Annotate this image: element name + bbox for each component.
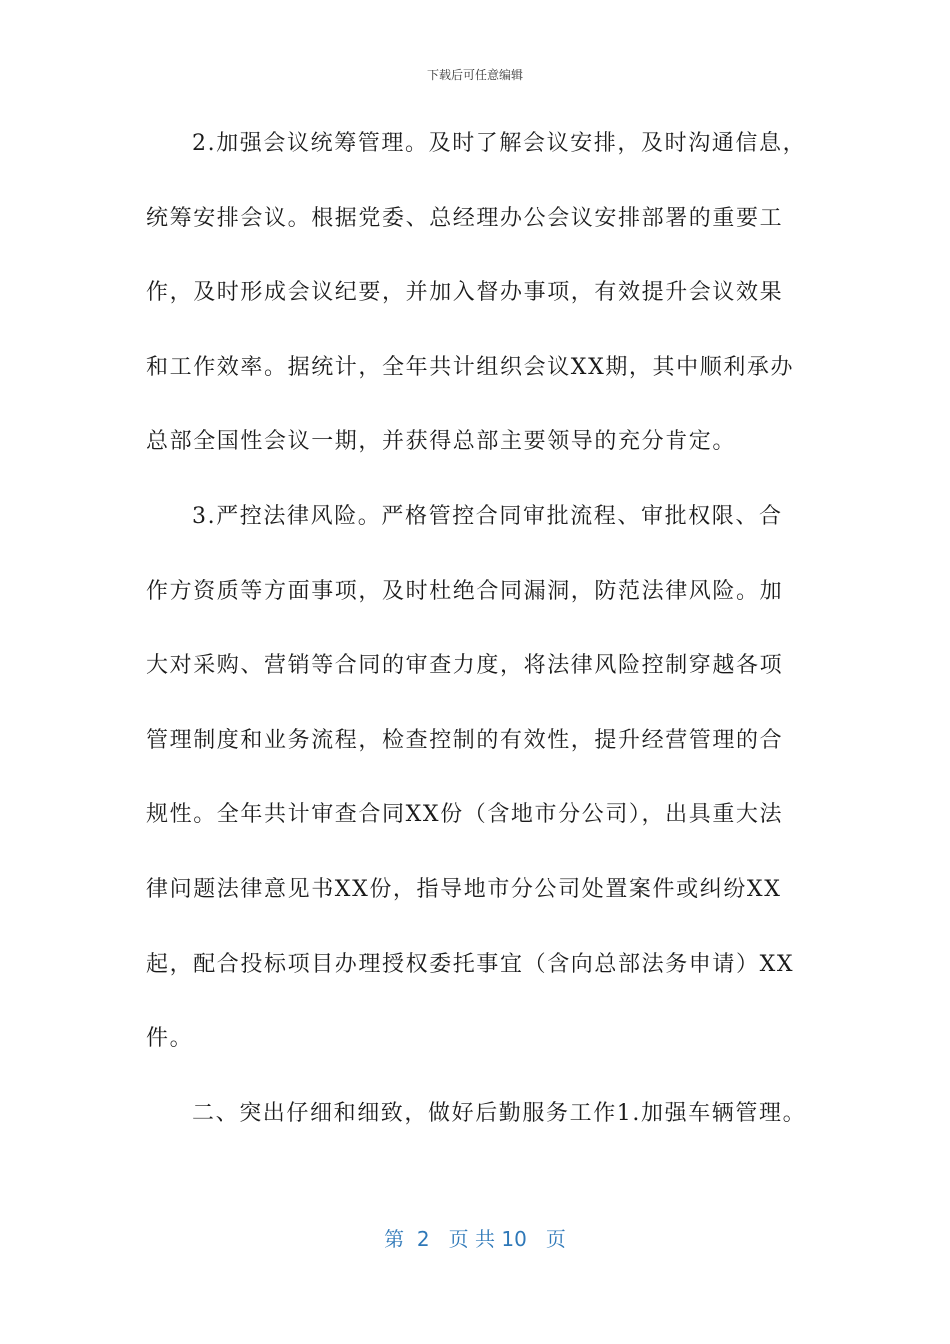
text-line: 统筹安排会议。根据党委、总经理办公会议安排部署的重要工: [146, 205, 784, 231]
text-line: 3.严控法律风险。严格管控合同审批流程、审批权限、合: [192, 503, 783, 529]
text-line: 作，及时形成会议纪要，并加入督办事项，有效提升会议效果: [146, 280, 784, 306]
page-number-footer: 第 2 页 共 10 页: [384, 1227, 566, 1251]
page-header-note: 下载后可任意编辑: [426, 68, 523, 82]
text-line: 件。: [146, 1026, 194, 1052]
text-line: 大对采购、营销等合同的审查力度，将法律风险控制穿越各项: [146, 653, 784, 679]
document-body: [146, 113, 811, 1157]
text-line: 作方资质等方面事项，及时杜绝合同漏洞，防范法律风险。加: [146, 578, 784, 604]
text-line: 律问题法律意见书XX份，指导地市分公司处置案件或纠纷XX: [146, 876, 782, 902]
text-line: 2.加强会议统筹管理。及时了解会议安排，及时沟通信息，: [192, 131, 807, 156]
text-line: 规性。全年共计审查合同XX份（含地市分公司），出具重大法: [146, 802, 784, 828]
text-line: 总部全国性会议一期，并获得总部主要领导的充分肯定。: [146, 429, 737, 455]
text-line: 管理制度和业务流程，检查控制的有效性，提升经营管理的合: [146, 727, 784, 753]
text-line: 起，配合投标项目办理授权委托事宜（含向总部法务申请）XX: [146, 951, 795, 977]
text-line: 二、突出仔细和细致，做好后勤服务工作1.加强车辆管理。: [192, 1100, 807, 1126]
text-line: 和工作效率。据统计，全年共计组织会议XX期，其中顺利承办: [146, 354, 795, 380]
